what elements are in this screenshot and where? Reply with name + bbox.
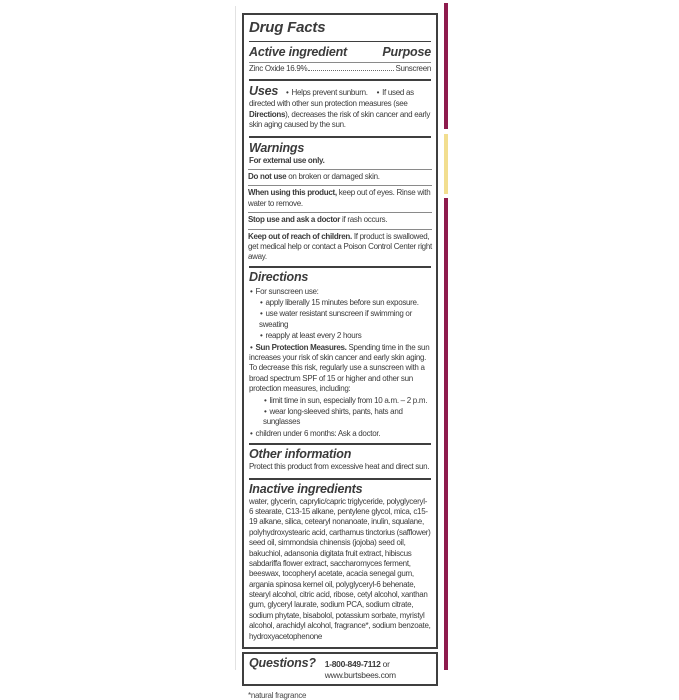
uses-bullet-2-bold: Directions xyxy=(249,109,286,119)
direction-sub-row xyxy=(259,331,431,342)
section-other-information xyxy=(249,443,431,477)
direction-bold: Sun Protection Measures. xyxy=(255,342,347,352)
direction-sub-row xyxy=(263,407,431,429)
package-side-strip-maroon-top xyxy=(444,3,448,129)
questions-url: www.burtsbees.com xyxy=(324,670,396,681)
warnings-heading: Warnings xyxy=(249,140,305,155)
direction-sub-text: wear long-sleeved shirts, pants, hats and sunglasses xyxy=(263,406,403,427)
bullet-icon: • xyxy=(376,88,380,98)
direction-sub-text: reapply at least every 2 hours xyxy=(265,331,362,341)
purpose-heading: Purpose xyxy=(382,45,431,59)
direction-text: children under 6 months: Ask a doctor. xyxy=(255,428,381,438)
panel-title: Drug Facts xyxy=(249,19,326,36)
warning-bold: When using this product, xyxy=(248,188,337,198)
warning-bold: Keep out of reach of children. xyxy=(248,231,352,241)
package-side-strip-yellow xyxy=(444,134,448,194)
warning-row xyxy=(248,169,432,185)
section-active-ingredient xyxy=(249,41,431,79)
warning-text: If product is swallowed, get medical help or contact a Poison Control Center right away. xyxy=(248,231,432,262)
directions-heading: Directions xyxy=(249,269,309,284)
direction-sub-row xyxy=(263,396,431,407)
uses-bullet-2-post: ), decreases the risk of skin cancer and early skin aging caused by the sun. xyxy=(249,109,431,130)
dotted-leader xyxy=(308,64,394,71)
warning-text: if rash occurs. xyxy=(340,215,388,225)
bullet-icon: • xyxy=(260,298,263,308)
questions-box xyxy=(242,652,438,686)
questions-heading: Questions? xyxy=(249,656,316,671)
section-uses xyxy=(249,79,431,135)
other-information-heading: Other information xyxy=(249,447,352,462)
inactive-ingredients-heading: Inactive ingredients xyxy=(249,481,363,496)
direction-sub-row xyxy=(259,298,431,309)
direction-sub-text: use water resistant sunscreen if swimming or sweating xyxy=(259,309,412,329)
package-left-edge xyxy=(235,6,236,670)
bullet-icon: • xyxy=(260,331,263,341)
section-warnings xyxy=(249,136,431,266)
ingredient-purpose: Sunscreen xyxy=(395,64,431,73)
direction-sub-text: limit time in sun, especially from 10 a.m. – 2 p.m. xyxy=(269,395,428,405)
direction-text: Spending time in the sun increases your risk of skin cancer and early skin aging. To decrease this risk, regularly use a sunscreen with a broad spectrum SPF of 15 or higher and other sun protection measures, including: xyxy=(249,342,430,394)
active-ingredient-row xyxy=(249,63,431,76)
uses-bullet-1: Helps prevent sunburn. xyxy=(291,88,368,98)
warning-bold: Stop use and ask a doctor xyxy=(248,215,341,225)
warnings-external-use: For external use only. xyxy=(249,155,325,165)
warning-bold: Do not use xyxy=(248,171,287,181)
bullet-icon: • xyxy=(260,309,263,319)
warning-text: on broken or damaged skin. xyxy=(286,171,380,181)
section-inactive-ingredients xyxy=(249,478,431,647)
bullet-icon: • xyxy=(250,286,253,296)
ingredient-name: Zinc Oxide 16.9% xyxy=(249,64,308,73)
section-directions xyxy=(249,266,431,443)
direction-row xyxy=(249,287,431,298)
uses-paragraph xyxy=(249,83,431,132)
direction-sub-row xyxy=(259,309,431,331)
questions-phone: 1-800-849-7112 xyxy=(324,659,381,670)
uses-bullet-2-pre: If used as directed with other sun protection measures (see xyxy=(249,88,414,109)
bullet-icon: • xyxy=(286,88,289,98)
package-side-strip-maroon-bottom xyxy=(444,198,448,670)
direction-row xyxy=(249,429,431,440)
active-ingredient-header-row xyxy=(249,44,431,63)
bullet-icon: • xyxy=(250,342,253,352)
direction-sub-text: apply liberally 15 minutes before sun exposure. xyxy=(265,298,419,308)
warning-row xyxy=(248,185,432,212)
drug-facts-box xyxy=(242,13,438,649)
warning-text: keep out of eyes. Rinse with water to remove. xyxy=(248,188,431,208)
footnote-natural-fragrance: *natural fragrance xyxy=(248,691,307,700)
uses-heading: Uses xyxy=(249,84,279,99)
inactive-ingredients-text: water, glycerin, caprylic/capric triglyceride, polyglyceryl-6 stearate, C13-15 alkane, pentylene glycol, mica, c15-19 alkane, silica, cetearyl nonanoate, inulin, squalane, polyhydroxystearic acid, carthamus tinctorius (safflower) seed oil, simmondsia chinensis (jojoba) seed oil, bakuchiol, adansonia digitata fruit extract, hibiscus sabdariffa flower extract, saccharomyces ferment, beeswax, tocopheryl acetate, acacia senegal gum, argania spinosa kernel oil, polyglyceryl-6 behenate, stearyl alcohol, citric acid, ribose, cetyl alcohol, xanthan gum, glyceryl laurate, sodium PCA, sodium citrate, sodium phytate, bisabolol, potassium sorbate, myristyl alcohol, arachidyl alcohol, fragrance*, sodium benzoate, hydroxyacetophenone xyxy=(249,496,431,641)
questions-contact xyxy=(325,659,431,681)
warnings-header xyxy=(249,140,431,169)
warning-row xyxy=(248,229,432,266)
active-ingredient-heading: Active ingredient xyxy=(249,45,348,59)
warning-row xyxy=(248,212,432,228)
bullet-icon: • xyxy=(250,428,253,438)
direction-row xyxy=(249,343,431,396)
direction-text: For sunscreen use: xyxy=(255,286,319,296)
questions-sep: or xyxy=(380,659,390,670)
other-information-text: Protect this product from excessive heat and direct sun. xyxy=(249,462,430,472)
bullet-icon: • xyxy=(264,395,267,405)
bullet-icon: • xyxy=(264,406,267,416)
section-title xyxy=(249,15,431,41)
drug-facts-panel xyxy=(242,13,438,700)
